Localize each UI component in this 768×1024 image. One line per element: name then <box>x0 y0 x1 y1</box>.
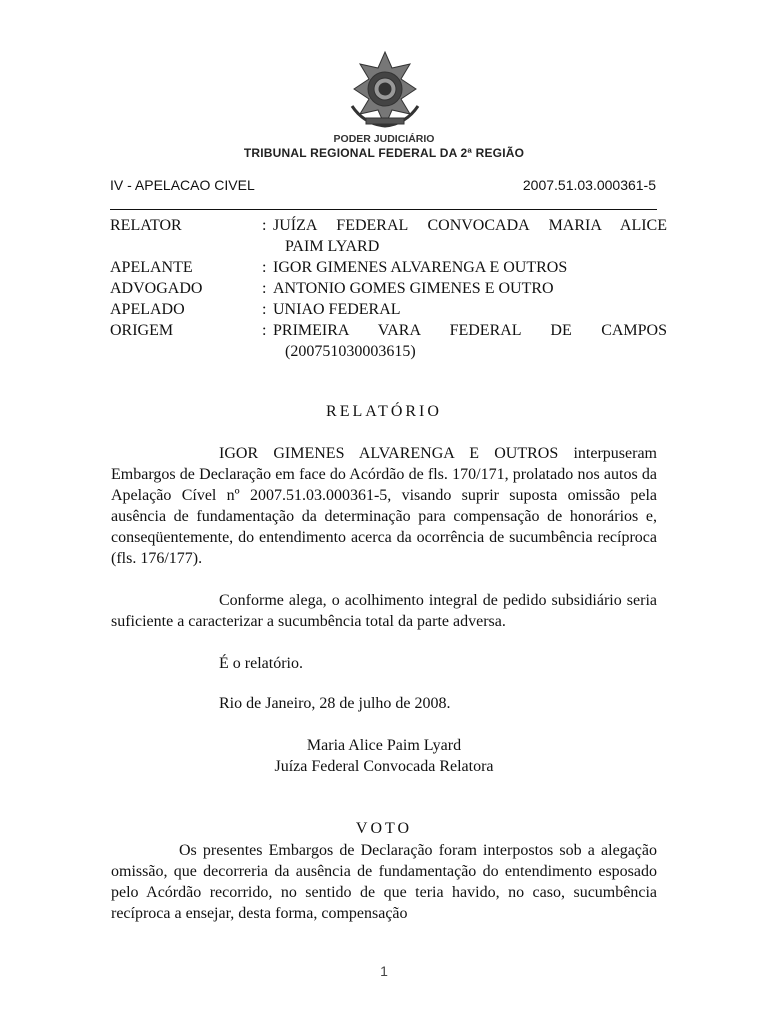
relatorio-paragraph-2: Conforme alega, o acolhimento integral de pedido subsidiário seria suficiente a caracterizar a sucumbência total da parte adversa. <box>111 592 657 630</box>
party-label: RELATOR <box>110 217 182 234</box>
party-label: APELADO <box>110 301 185 318</box>
org-line-1: PODER JUDICIÁRIO <box>333 133 435 145</box>
brazil-coat-of-arms-icon <box>344 48 426 130</box>
relatorio-closing: É o relatório. <box>219 655 303 672</box>
relatorio-paragraph-1: IGOR GIMENES ALVARENGA E OUTROS interpuseram Embargos de Declaração em face do Acórdão de fls. 170/171, prolatado nos autos da Apelação Cível nº 2007.51.03.000361-5, visando suprir suposta omissão pela ausência de fundamentação da determinação para compensação de honorários e, conseqüentemente, do entendimento acerca da ocorrência de sucumbência recíproca (fls. 176/177). <box>111 445 657 567</box>
party-value: IGOR GIMENES ALVARENGA E OUTROS <box>273 259 568 276</box>
party-value: ANTONIO GOMES GIMENES E OUTRO <box>273 280 554 297</box>
page-number: 1 <box>380 963 388 979</box>
party-value: JUÍZA FEDERAL CONVOCADA MARIA ALICE <box>273 217 667 234</box>
signer-title: Juíza Federal Convocada Relatora <box>274 758 494 775</box>
party-label: ORIGEM <box>110 322 174 339</box>
party-value: UNIAO FEDERAL <box>273 301 401 318</box>
org-line-2: TRIBUNAL REGIONAL FEDERAL DA 2ª REGIÃO <box>243 146 525 160</box>
party-label: ADVOGADO <box>110 280 203 297</box>
header-divider <box>110 209 657 210</box>
case-class: IV - APELACAO CIVEL <box>110 177 255 193</box>
voto-title: VOTO <box>355 820 413 837</box>
signer-name: Maria Alice Paim Lyard <box>306 737 462 754</box>
party-value: PRIMEIRA VARA FEDERAL DE CAMPOS <box>273 322 667 339</box>
party-value-cont: PAIM LYARD <box>285 238 380 255</box>
place-date: Rio de Janeiro, 28 de julho de 2008. <box>219 695 451 712</box>
party-label: APELANTE <box>110 259 193 276</box>
party-value-cont: (200751030003615) <box>285 343 416 360</box>
relatorio-title: RELATÓRIO <box>326 403 442 420</box>
voto-paragraph-1: Os presentes Embargos de Declaração foram interpostos sob a alegação omissão, que decorreria da ausência de fundamentação do entendimento esposado pelo Acórdão recorrido, no sentido de que teria havido, no caso, sucumbência recíproca a ensejar, desta forma, compensação <box>111 842 657 922</box>
case-number: 2007.51.03.000361-5 <box>522 177 656 193</box>
